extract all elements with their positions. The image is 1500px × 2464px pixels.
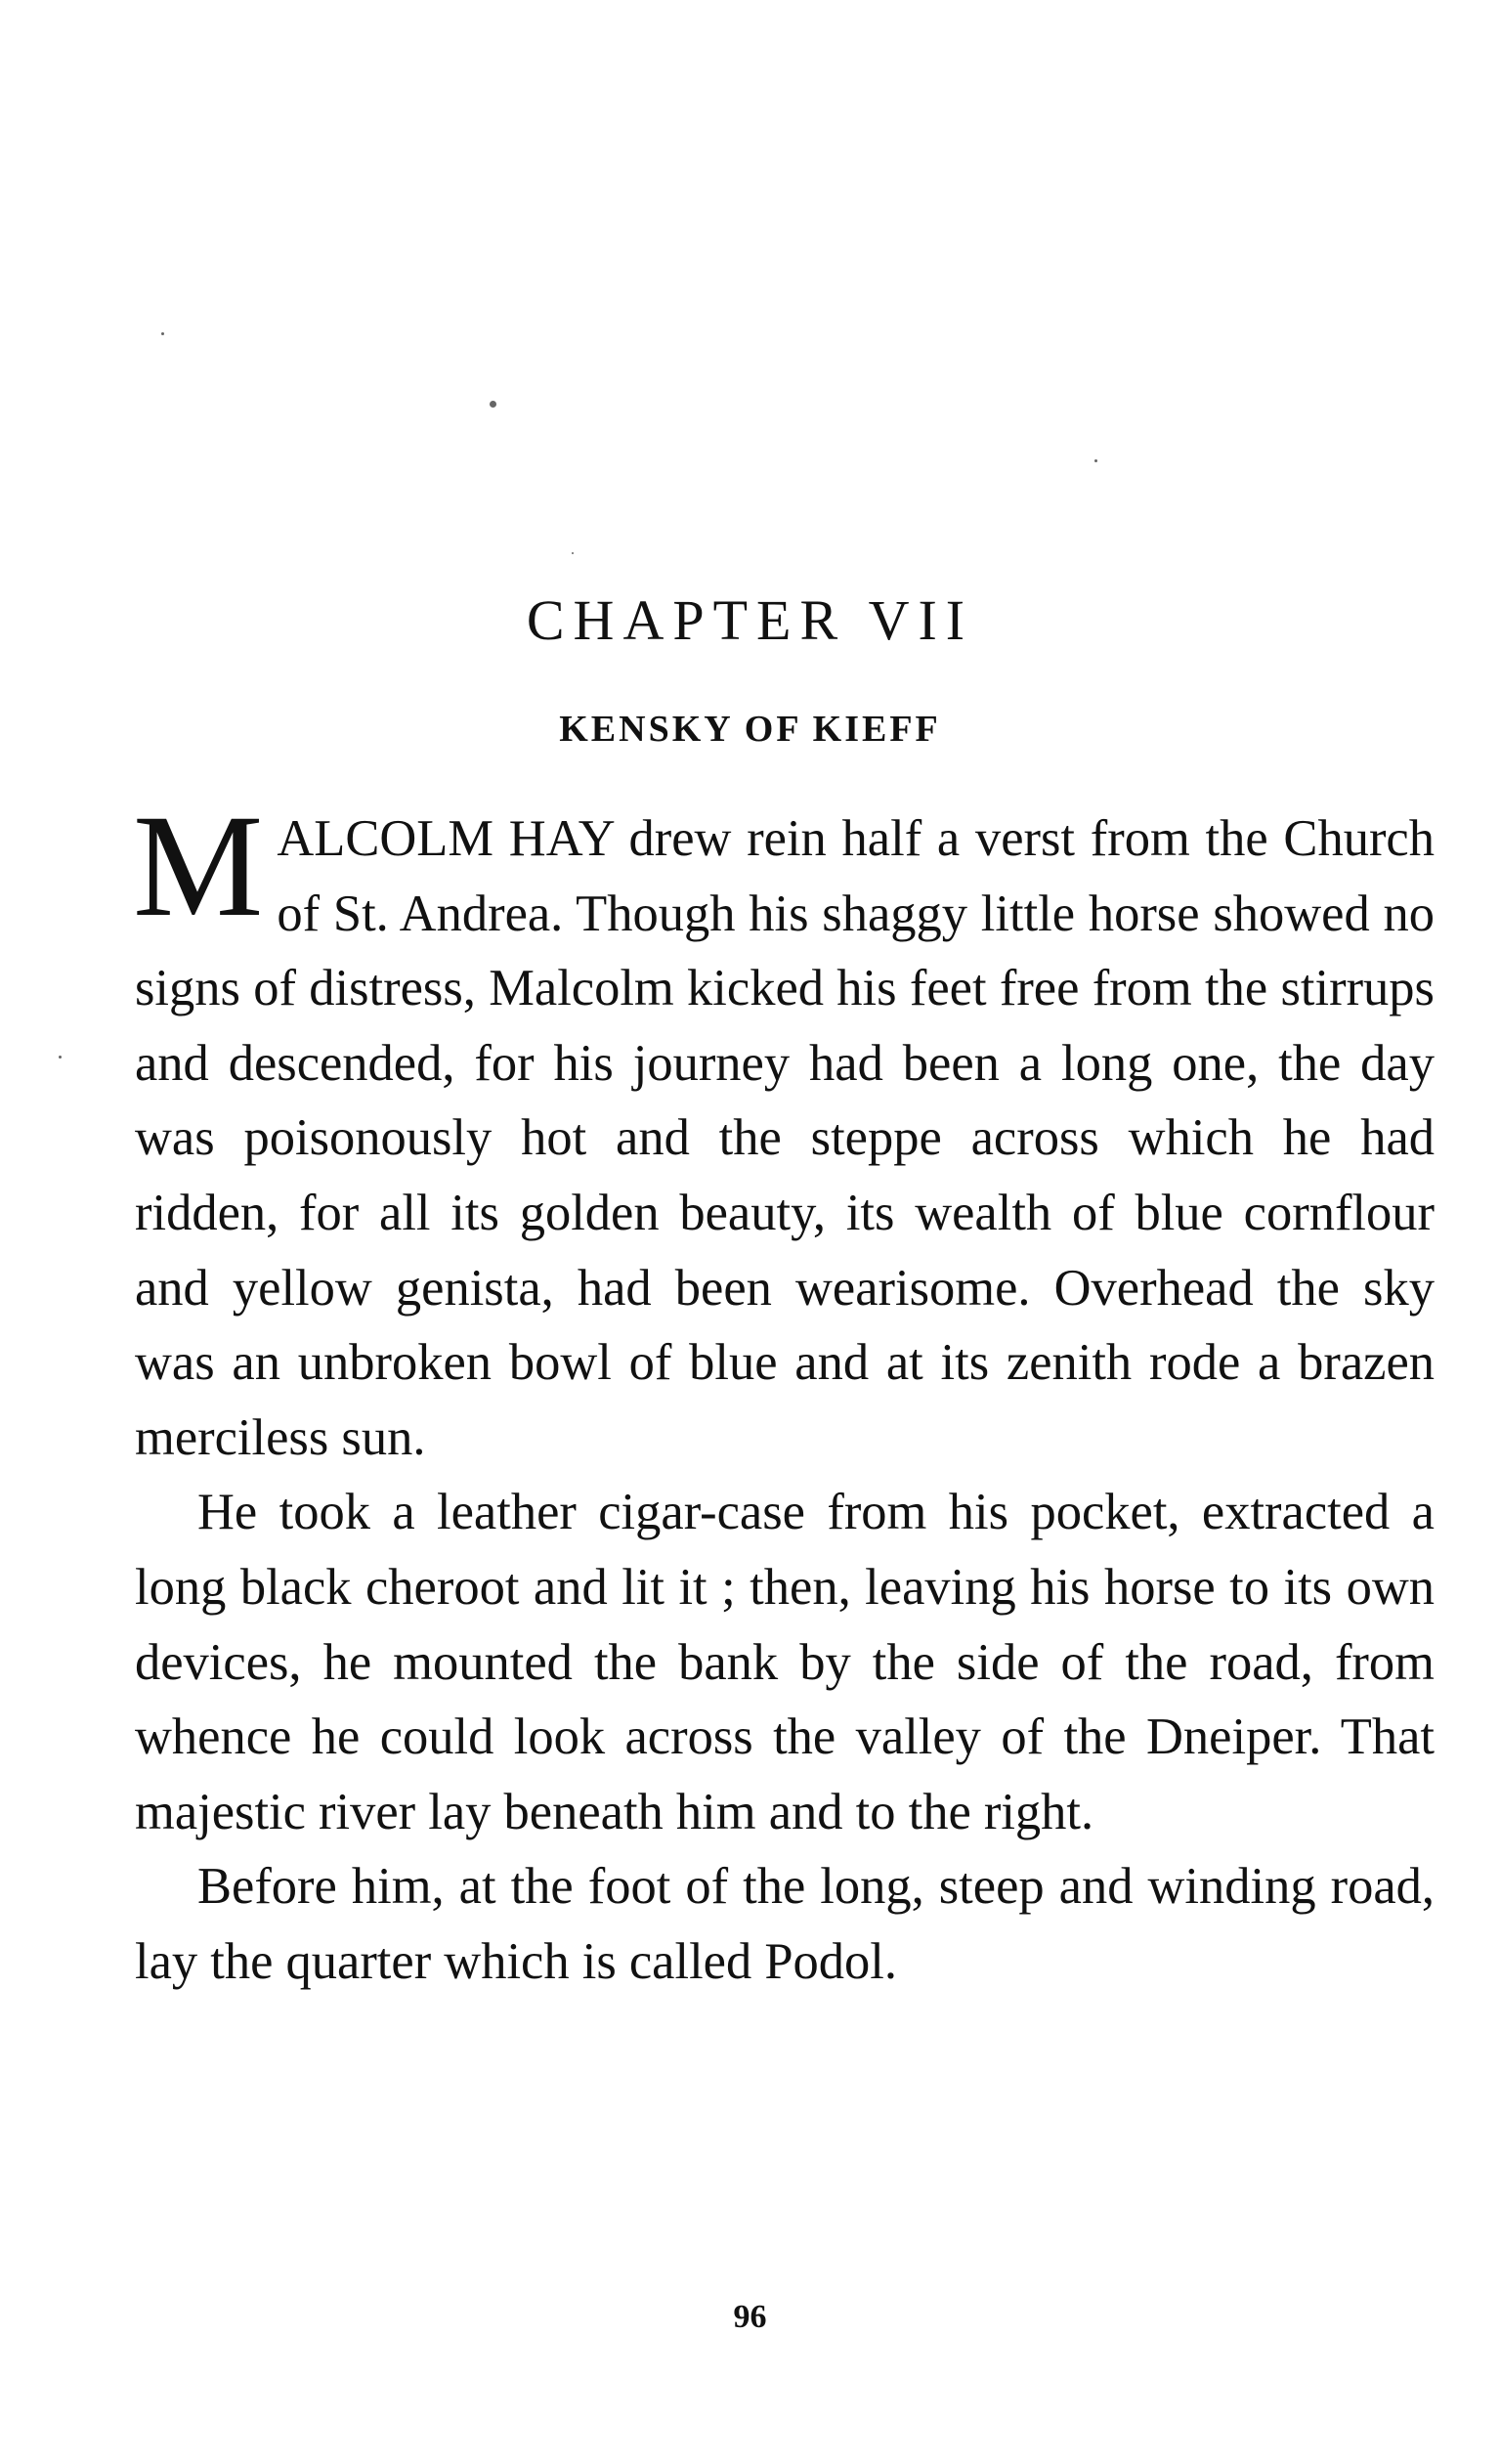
scan-speck: [1094, 459, 1097, 462]
opening-paragraph-text: ALCOLM HAY drew rein half a verst from the Church of St. Andrea. Though his shaggy little horse showed no signs of distress, Malcolm kicked his feet free from the stirrups and descended, for his journey had been a long one, the day was poisonously hot and the steppe across which he had ridden, for all its golden beauty, its wealth of blue cornflour and yellow genista, had been wearisome. Overhead the sky was an unbroken bowl of blue and at its zenith rode a brazen merciless sun.: [135, 810, 1435, 1466]
scan-speck: [161, 332, 164, 335]
chapter-title: CHAPTER VII: [526, 588, 974, 652]
scan-speck: [59, 1056, 62, 1059]
chapter-subtitle: KENSKY OF KIEFF: [559, 709, 941, 750]
scan-speck: [572, 552, 574, 554]
paragraph: He took a leather cigar-case from his pocket, extracted a long black cheroot and lit it ; then, leaving his horse to its own devices, he mounted the bank by the side of the road, from whence he could look across the valley of the Dneiper. That majestic river lay beneath him and to the right.: [135, 1484, 1435, 1840]
scan-speck: [490, 401, 496, 408]
page-number: 96: [733, 2299, 767, 2335]
drop-cap: M: [133, 785, 264, 947]
opening-paragraph: [133, 785, 1435, 1475]
body-text: [133, 785, 1435, 2000]
paragraph: Before him, at the foot of the long, steep and winding road, lay the quarter which is called Podol.: [135, 1858, 1435, 1990]
